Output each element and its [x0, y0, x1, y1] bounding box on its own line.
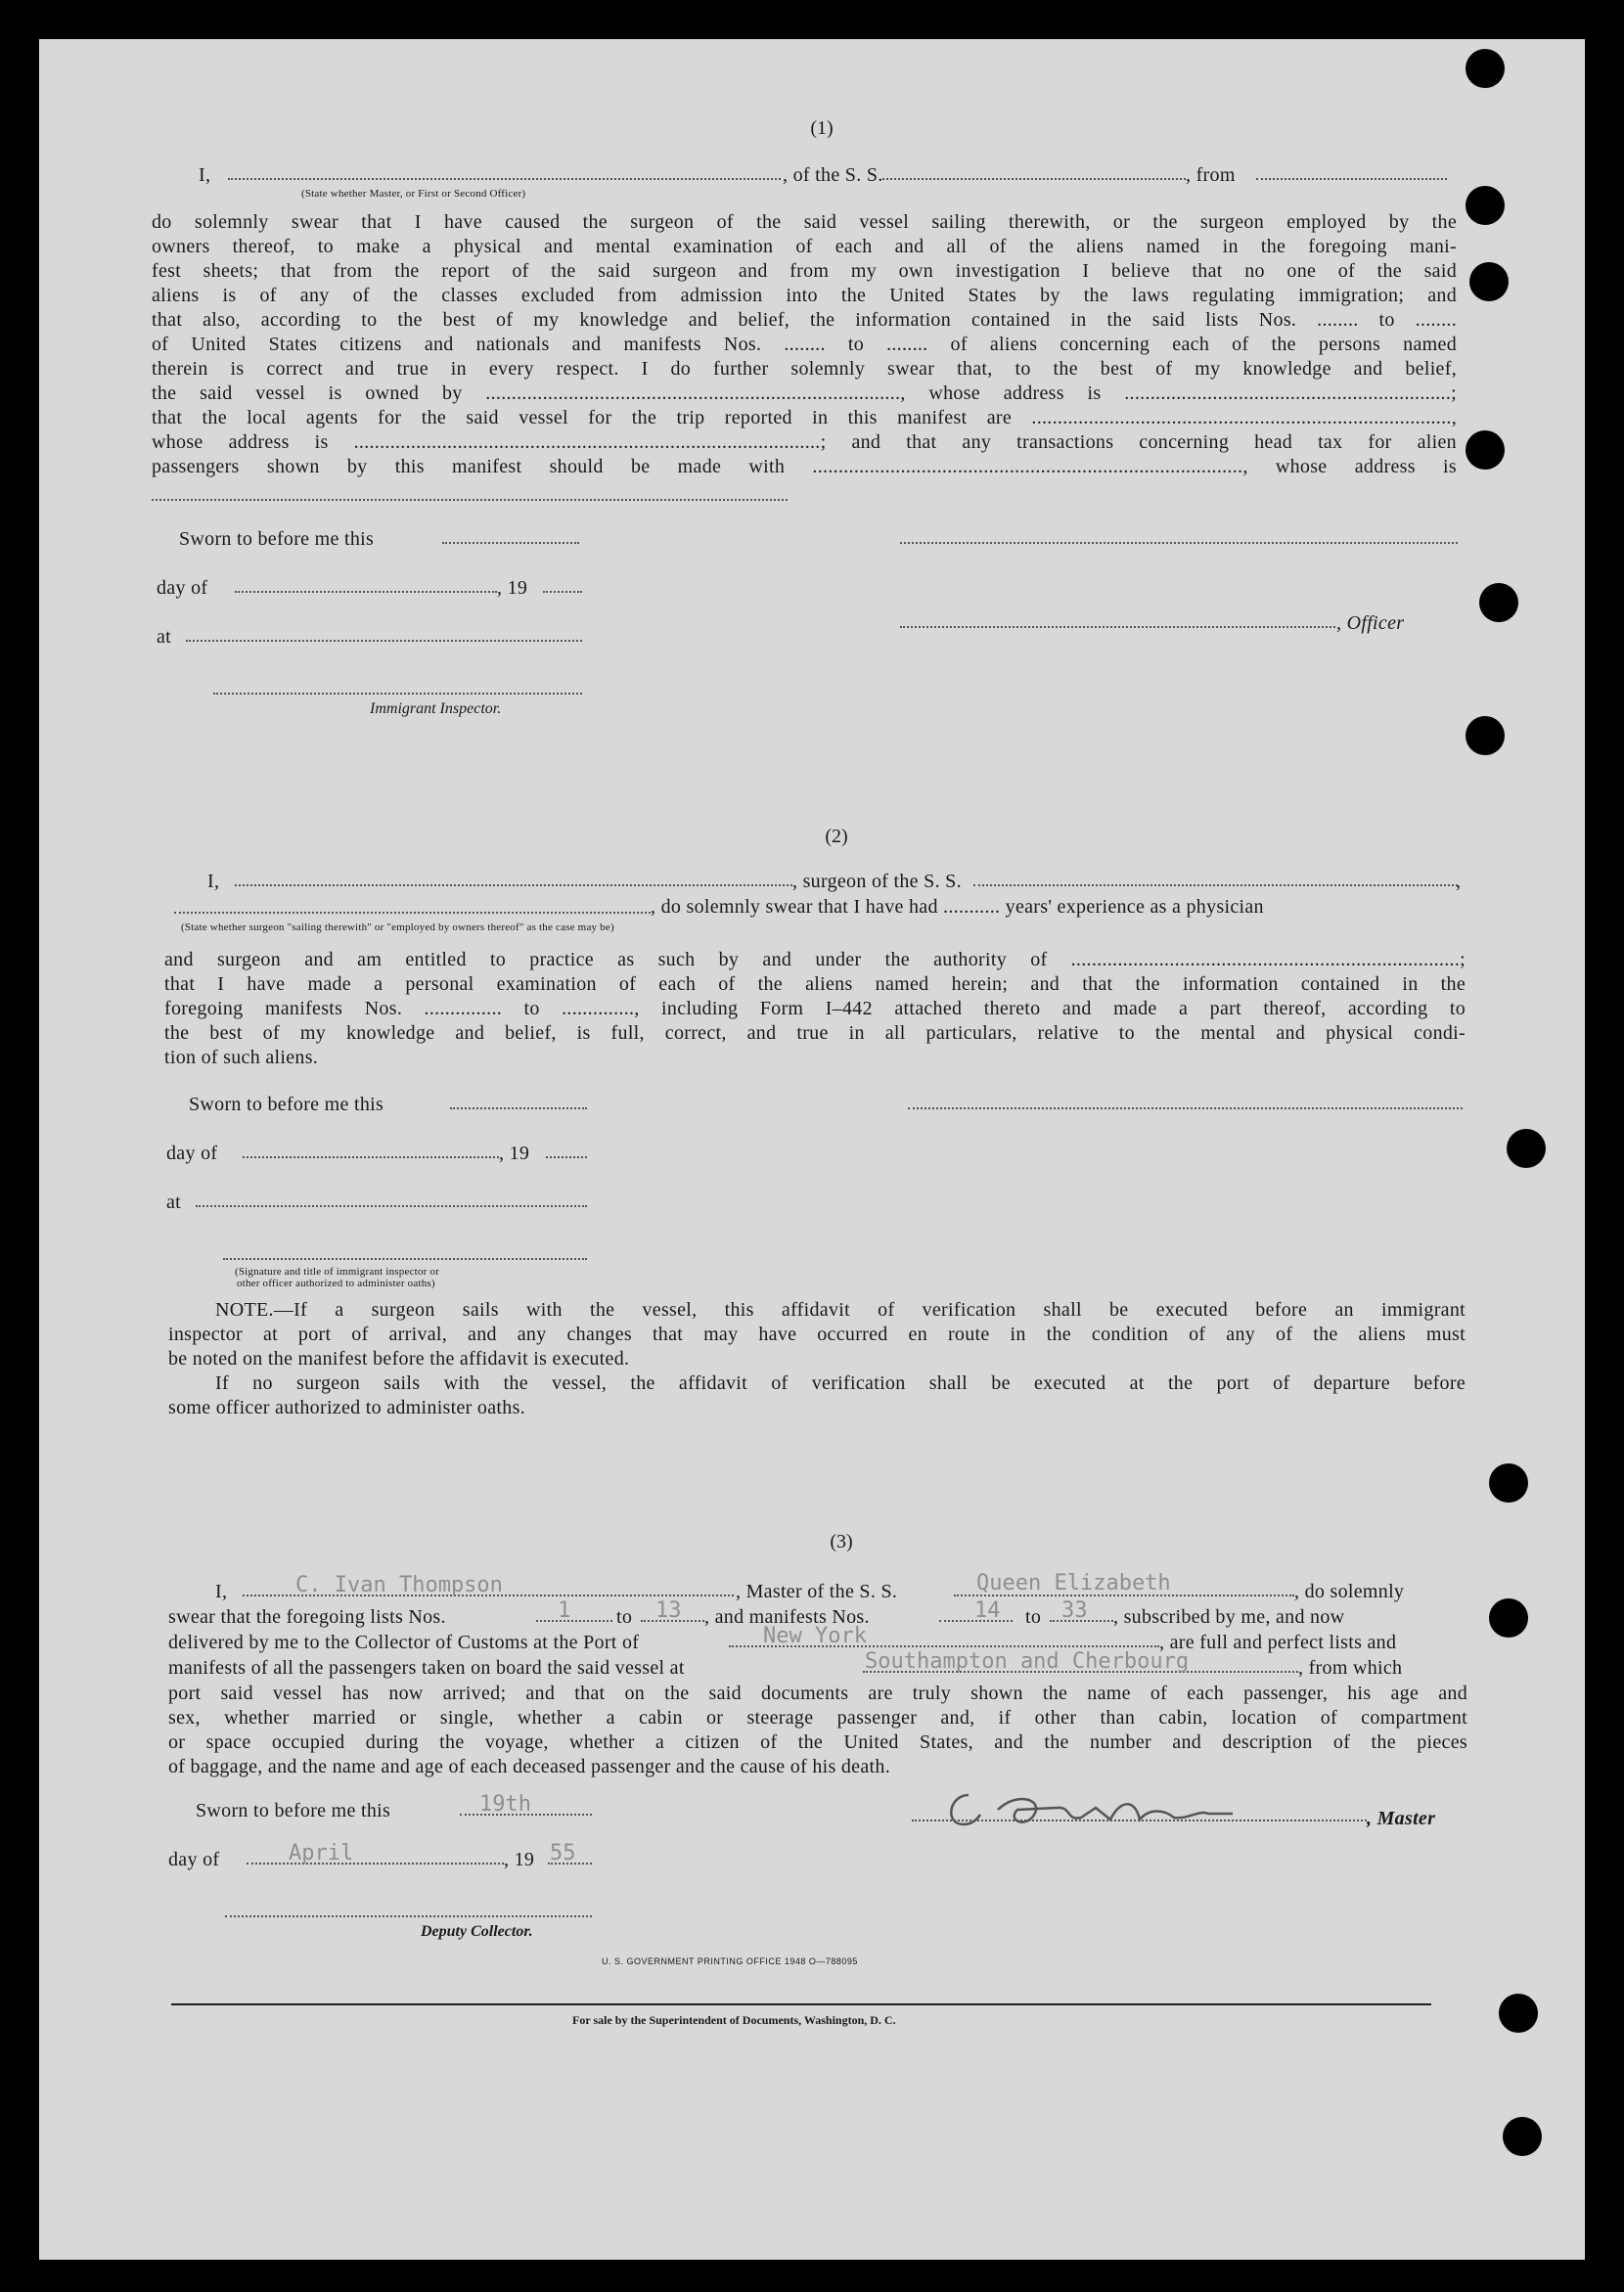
s3-master-of: , Master of the S. S. [736, 1581, 898, 1602]
s2-at-label: at [166, 1191, 182, 1213]
s1-address-blank [152, 499, 788, 501]
s1-body-line: fest sheets; that from the report of the said surgeon and from my own investigation I believe that no one of the said [152, 260, 1457, 282]
s2-sworn-label: Sworn to before me this [189, 1094, 384, 1115]
s2-body-line: that I have made a personal examination of each of the aliens named herein; and that the information contained in the [164, 973, 1466, 995]
s2-status-note: (State whether surgeon "sailing therewith" or "employed by owners thereof" as the case may be) [181, 921, 614, 933]
s1-body-line: aliens is of any of the classes excluded from admission into the United States by the laws regulating immigration; and [152, 285, 1457, 306]
s1-signature-blank [900, 542, 1458, 544]
s1-body-line: the said vessel is owned by ................................................................................, whose address is ...............................................................; [152, 382, 1457, 404]
s3-to-label: to [616, 1606, 633, 1628]
s3-i-label: I, [215, 1581, 228, 1602]
s3-manifests-label: , and manifests Nos. [704, 1606, 870, 1628]
s3-year-label: , 19 [504, 1849, 535, 1870]
s2-surgeon-blank [235, 884, 792, 886]
s1-sworn-label: Sworn to before me this [179, 528, 375, 550]
s2-signature-blank [908, 1107, 1463, 1109]
s3-day-label: day of [168, 1849, 220, 1870]
s2-line2: , do solemnly swear that I have had ........... years' experience as a physician [651, 896, 1264, 918]
s2-sig-note: (Signature and title of immigrant inspector or [235, 1266, 439, 1278]
s3-manifests-from: 14 [974, 1598, 1001, 1623]
s2-inspector-blank [223, 1258, 587, 1260]
s3-body-line: port said vessel has now arrived; and that on the said documents are truly shown the name of each passenger, his age and [168, 1683, 1467, 1704]
punch-hole [1466, 716, 1505, 755]
s3-deputy-blank [225, 1915, 592, 1917]
s2-body-line: foregoing manifests Nos. ............... to .............., including Form I–442 attached thereto and made a part thereof, according to [164, 998, 1466, 1019]
s3-subscribed: , subscribed by me, and now [1113, 1606, 1345, 1628]
s2-year-label: , 19 [499, 1143, 530, 1164]
s3-ship-name: Queen Elizabeth [976, 1571, 1171, 1595]
s2-at-blank [196, 1205, 587, 1207]
s1-body-line: that also, according to the best of my knowledge and belief, the information contained in the said lists Nos. ........ to ........ [152, 309, 1457, 331]
s3-day-blank [247, 1863, 504, 1865]
s1-ss-label: , of the S. S. [783, 164, 883, 186]
punch-hole [1507, 1129, 1546, 1168]
s1-inspector-blank [213, 693, 582, 695]
punch-hole [1479, 583, 1518, 622]
s2-ship-blank [973, 884, 1458, 886]
s3-master-name: C. Ivan Thompson [295, 1573, 503, 1597]
punch-hole [1466, 430, 1505, 470]
s1-body-line: therein is correct and true in every respect. I do further solemnly swear that, to the best of my knowledge and belief, [152, 358, 1457, 380]
s1-from-blank [1256, 178, 1447, 180]
s3-delivered: delivered by me to the Collector of Customs at the Port of [168, 1632, 640, 1653]
punch-hole [1489, 1463, 1528, 1503]
punch-hole [1466, 49, 1505, 88]
punch-hole [1503, 2117, 1542, 2156]
s1-day-blank [235, 591, 497, 593]
s3-manifests-to: 33 [1061, 1598, 1088, 1623]
s1-officer-note: (State whether Master, or First or Second Officer) [301, 188, 526, 200]
punch-hole [1489, 1598, 1528, 1638]
footer-rule [171, 2003, 1431, 2005]
s3-year-suffix: 55 [550, 1841, 576, 1865]
s2-status-blank [174, 912, 651, 914]
s3-departure: Southampton and Cherbourg [865, 1649, 1190, 1674]
s1-officer-sign-blank [900, 626, 1335, 628]
s1-body-line: passengers shown by this manifest should be made with ..................................................................................., whose address is [152, 456, 1457, 477]
s2-sworn-blank [450, 1107, 587, 1109]
s1-body-line: owners thereof, to make a physical and mental examination of each and all of the aliens named in the foregoing mani- [152, 236, 1457, 257]
s2-body-line: tion of such aliens. [164, 1047, 319, 1068]
s2-i-label: I, [207, 871, 220, 892]
s1-officer-blank [228, 178, 781, 180]
s3-body-line: or space occupied during the voyage, whether a citizen of the United States, and the number and description of the pieces [168, 1731, 1467, 1753]
s2-note-line: inspector at port of arrival, and any changes that may have occurred en route in the condition of any of the aliens must [168, 1324, 1466, 1345]
s2-day-blank [243, 1156, 499, 1158]
s3-sworn-day: 19th [479, 1792, 531, 1817]
s1-body-line: of United States citizens and nationals and manifests Nos. ........ to ........ of aliens concerning each of the persons named [152, 334, 1457, 355]
gpo-imprint: U. S. GOVERNMENT PRINTING OFFICE 1948 O—788095 [602, 1956, 858, 1966]
form-page [39, 39, 1585, 2260]
s3-lists-from: 1 [558, 1598, 571, 1623]
punch-hole [1466, 186, 1505, 225]
s1-from-label: , from [1186, 164, 1236, 186]
s2-note-line: NOTE.—If a surgeon sails with the vessel, this affidavit of verification shall be executed before an immigrant [215, 1299, 1466, 1321]
s1-day-label: day of [157, 577, 208, 599]
punch-hole [1469, 262, 1509, 301]
s1-at-blank [186, 640, 582, 642]
s3-lists-from-blank [536, 1620, 612, 1622]
s1-i-label: I, [199, 164, 211, 186]
punch-hole [1499, 1994, 1538, 2033]
s1-body-line: do solemnly swear that I have caused the surgeon of the said vessel sailing therewith, or the surgeon employed by the [152, 211, 1457, 233]
s1-body-line: whose address is ..........................................................................................; and that any transactions concerning head tax for alien [152, 431, 1457, 453]
s3-deputy-label: Deputy Collector. [421, 1923, 533, 1940]
s1-year-blank [543, 591, 582, 593]
s1-officer-label: , Officer [1336, 612, 1405, 634]
s3-manifests-text: manifests of all the passengers taken on board the said vessel at [168, 1657, 685, 1679]
s3-to-label-2: to [1025, 1606, 1042, 1628]
s3-body-line: of baggage, and the name and age of each deceased passenger and the cause of his death. [168, 1756, 890, 1777]
s3-solemnly: , do solemnly [1294, 1581, 1405, 1602]
s3-master-label: , Master [1367, 1808, 1436, 1829]
s1-ship-blank [882, 178, 1186, 180]
s2-note-line: some officer authorized to administer oaths. [168, 1397, 525, 1418]
master-signature [939, 1780, 1272, 1839]
s1-year-label: , 19 [497, 577, 528, 599]
s3-month: April [289, 1841, 354, 1865]
s2-note-line: be noted on the manifest before the affidavit is executed. [168, 1348, 630, 1370]
s3-from-which: , from which [1298, 1657, 1403, 1679]
s2-day-label: day of [166, 1143, 218, 1164]
s2-body-line: the best of my knowledge and belief, is full, correct, and true in all particulars, relative to the mental and physical condi- [164, 1022, 1466, 1044]
s2-comma: , [1456, 871, 1462, 892]
s1-sworn-blank [442, 542, 579, 544]
s3-sworn-label: Sworn to before me this [196, 1800, 391, 1821]
s1-inspector-label: Immigrant Inspector. [370, 700, 502, 717]
s1-at-label: at [157, 626, 172, 648]
s2-sig-note: other officer authorized to administer oaths) [237, 1278, 435, 1289]
s2-body-line: and surgeon and am entitled to practice as such by and under the authority of ...........................................................................; [164, 949, 1466, 970]
s2-surgeon-label: , surgeon of the S. S. [792, 871, 962, 892]
s3-full-perfect: , are full and perfect lists and [1159, 1632, 1397, 1653]
s3-port: New York [763, 1624, 867, 1648]
s2-year-blank [546, 1156, 587, 1158]
s1-body-line: that the local agents for the said vessel for the trip reported in this manifest are ................................................................................., [152, 407, 1457, 428]
section-2-heading: (2) [825, 826, 848, 847]
section-3-heading: (3) [830, 1531, 853, 1552]
s2-note-line: If no surgeon sails with the vessel, the affidavit of verification shall be executed at the port of departure before [215, 1372, 1466, 1394]
for-sale-note: For sale by the Superintendent of Documents, Washington, D. C. [572, 2013, 896, 2027]
section-1-heading: (1) [810, 117, 834, 139]
s3-swear-text: swear that the foregoing lists Nos. [168, 1606, 446, 1628]
s3-lists-to: 13 [655, 1598, 682, 1623]
s3-body-line: sex, whether married or single, whether a cabin or steerage passenger and, if other than cabin, location of compartment [168, 1707, 1467, 1729]
